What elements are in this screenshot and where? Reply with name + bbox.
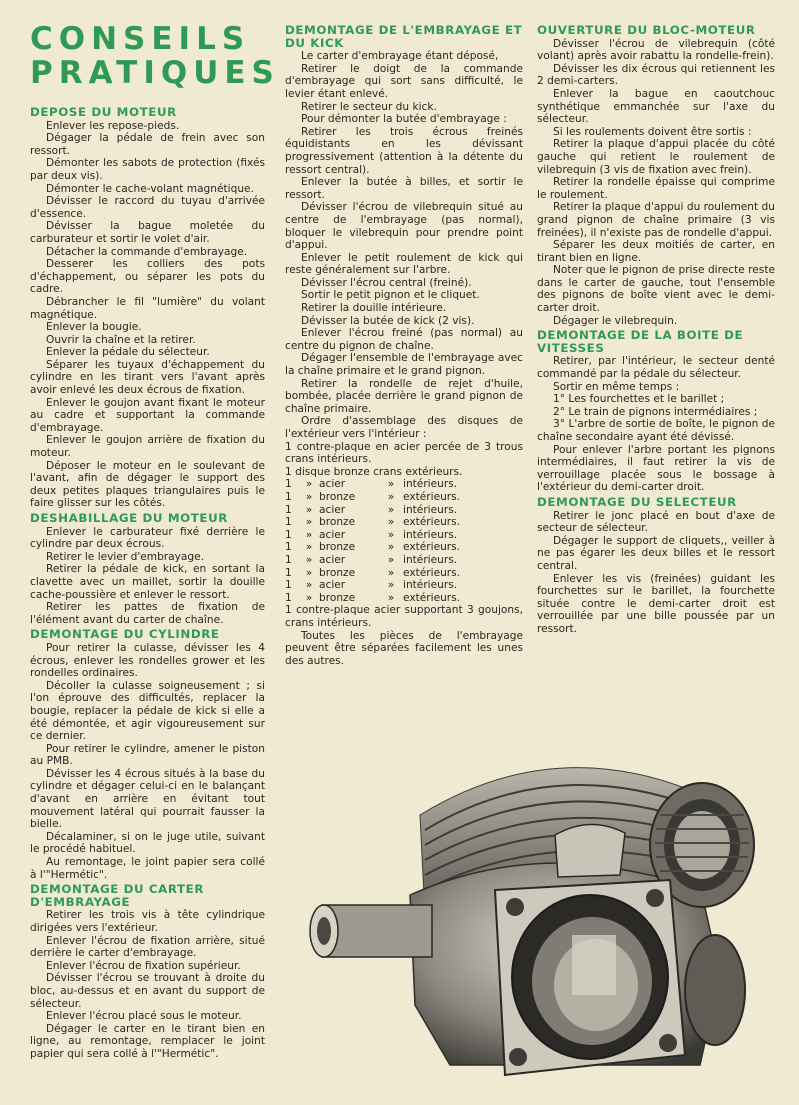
paragraph: Dévisser l'écrou de vilebrequin (côté volant) après avoir rabattu la rondelle-frein). bbox=[537, 37, 775, 63]
paragraph: Séparer les deux moitiés de carter, en tirant bien en ligne. bbox=[537, 239, 775, 264]
paragraph: Retirer la rondelle épaisse qui comprime le roulement. bbox=[537, 176, 775, 201]
disc-q1: » bbox=[305, 579, 313, 592]
paragraph: Sortir en même temps : bbox=[553, 380, 680, 393]
paragraph: Enlever l'écrou freiné (pas normal) au centre du pignon de chaîne. bbox=[285, 327, 523, 352]
disc-type: intérieurs. bbox=[403, 503, 458, 516]
disc-type: intérieurs. bbox=[403, 579, 458, 592]
disc-q1: » bbox=[305, 591, 313, 604]
disc-row bbox=[285, 504, 460, 517]
disc-q1: » bbox=[305, 478, 313, 491]
disc-q2: » bbox=[387, 541, 395, 554]
disc-n: 1 bbox=[285, 490, 292, 503]
disc-n: 1 bbox=[285, 541, 292, 554]
paragraph: Dévisser l'écrou de vilebrequin situé au centre de l'embrayage (pas normal), bloquer le vilebrequin pour prendre point d'appui. bbox=[285, 201, 523, 252]
disc-mat: acier bbox=[319, 553, 346, 566]
paragraph: Pour démonter la butée d'embrayage : bbox=[301, 113, 507, 126]
section-heading: DEMONTAGE DE LA BOITE DE VITESSES bbox=[537, 328, 744, 355]
disc-n: 1 bbox=[285, 478, 292, 491]
paragraph: Démonter le cache-volant magnétique. bbox=[46, 182, 254, 195]
disc-mat: acier bbox=[319, 528, 346, 541]
paragraph: Au remontage, le joint papier sera collé à l'"Hermétic". bbox=[30, 856, 265, 881]
paragraph: Dégager le vilebrequin. bbox=[553, 314, 678, 327]
disc-type: extérieurs. bbox=[403, 490, 461, 503]
disc-n: 1 bbox=[285, 503, 292, 516]
section-demontage-selecteur bbox=[537, 496, 775, 636]
paragraph: Dégager la pédale de frein avec son ressort. bbox=[30, 132, 265, 157]
paragraph: Dévisser la butée de kick (2 vis). bbox=[301, 314, 475, 327]
paragraph: Pour retirer la culasse, dévisser les 4 écrous, enlever les rondelles grower et les rondelles ordinaires. bbox=[30, 641, 265, 680]
paragraph: Enlever la pédale du sélecteur. bbox=[46, 346, 210, 359]
paragraph: Dégager le support de cliquets,, veiller à ne pas égarer les deux billes et le ressort central. bbox=[537, 534, 775, 572]
top-port bbox=[555, 824, 625, 877]
threaded-boss-lower bbox=[685, 935, 745, 1045]
paragraph: Retirer la plaque d'appui du roulement du grand pignon de chaîne primaire (3 vis freinées), il n'existe pas de rondelle d'appui. bbox=[537, 201, 775, 239]
disc-type: intérieurs. bbox=[403, 528, 458, 541]
paragraph: Retirer les pattes de fixation de l'élément avant du carter de chaîne. bbox=[30, 601, 265, 626]
paragraph: Détacher la commande d'embrayage. bbox=[46, 245, 248, 258]
paragraph: Retirer le doigt de la commande d'embrayage qui sort sans difficulté, le levier étant enlevé. bbox=[285, 62, 523, 100]
section-heading: DESHABILLAGE DU MOTEUR bbox=[30, 511, 228, 525]
section-depose-moteur bbox=[30, 106, 265, 510]
disc-row bbox=[285, 491, 460, 504]
paragraph: Enlever le goujon avant fixant le moteur au cadre et supportant la commande d'embrayage. bbox=[30, 396, 265, 434]
column-3 bbox=[537, 22, 775, 636]
disc-mat: bronze bbox=[319, 516, 356, 529]
engine-cylinder-illustration bbox=[300, 745, 790, 1085]
disc-type: extérieurs. bbox=[403, 591, 461, 604]
disc-q2: » bbox=[387, 528, 395, 541]
paragraph: Retirer les trois écrous freinés équidistants en les dévissant progressivement (attention à la détente du ressort central). bbox=[285, 125, 523, 176]
engine-cylinder-photo bbox=[300, 745, 790, 1085]
paragraph: Enlever l'écrou de fixation supérieur. bbox=[46, 959, 241, 972]
paragraph: Pour enlever l'arbre portant les pignons intermédiaires, il faut retirer la vis de verrouillage placée sous le bossage à l'extérieur du demi-carter droit. bbox=[537, 443, 775, 494]
disc-q1: » bbox=[305, 490, 313, 503]
column-1 bbox=[30, 104, 265, 1061]
disc-q1: » bbox=[305, 566, 313, 579]
disc-q1: » bbox=[305, 541, 313, 554]
paragraph: Retirer le jonc placé en bout d'axe de secteur de sélecteur. bbox=[537, 509, 775, 535]
paragraph: Dévisser le raccord du tuyau d'arrivée d'essence. bbox=[30, 195, 265, 220]
disc-type: extérieurs. bbox=[403, 541, 461, 554]
paragraph: Enlever les vis (freinées) guidant les fourchettes sur le barillet, la fourchette située contre le demi-carter droit est verrouillée par une bille poussée par un ressort. bbox=[537, 572, 775, 635]
disc-type: extérieurs. bbox=[403, 566, 461, 579]
paragraph: Sortir le petit pignon et le cliquet. bbox=[301, 289, 480, 302]
disc-type: extérieurs. bbox=[403, 516, 461, 529]
disc-row bbox=[285, 567, 460, 580]
disc-q1: » bbox=[305, 528, 313, 541]
paragraph: Démonter les sabots de protection (fixés par deux vis). bbox=[30, 157, 265, 182]
disc-row bbox=[285, 592, 460, 605]
assembly-last-line: 1 contre-plaque acier supportant 3 goujons, crans intérieurs. bbox=[285, 604, 523, 629]
disc-q2: » bbox=[387, 490, 395, 503]
disc-q2: » bbox=[387, 503, 395, 516]
paragraph: Dévisser l'écrou central (freiné). bbox=[301, 276, 472, 289]
disc-type: intérieurs. bbox=[403, 478, 458, 491]
section-demontage-cylindre bbox=[30, 628, 265, 881]
disc-n: 1 bbox=[285, 566, 292, 579]
paragraph: Retirer les trois vis à tête cylindrique dirigées vers l'extérieur. bbox=[30, 909, 265, 934]
disc-row bbox=[285, 529, 460, 542]
disc-q1: » bbox=[305, 503, 313, 516]
paragraph: Débrancher le fil "lumière" du volant magnétique. bbox=[30, 295, 265, 321]
disc-n: 1 bbox=[285, 591, 292, 604]
disc-mat: acier bbox=[319, 579, 346, 592]
assembly-first-line: 1 contre-plaque en acier percée de 3 trous crans intérieurs. bbox=[285, 440, 523, 466]
title-line-2: PRATIQUES bbox=[30, 55, 280, 91]
paragraph: Dégager le carter en le tirant bien en ligne, au remontage, remplacer le joint papier qui sera collé à l'"Hermétic". bbox=[30, 1022, 265, 1060]
disc-mat: acier bbox=[319, 503, 346, 516]
assembly-disc-first: 1 disque bronze crans extérieurs. bbox=[285, 465, 463, 478]
section-heading: OUVERTURE DU BLOC-MOTEUR bbox=[537, 23, 756, 37]
section-demontage-carter-embrayage bbox=[30, 883, 265, 1060]
section-heading: DEMONTAGE DU CARTER D'EMBRAYAGE bbox=[30, 882, 205, 909]
disc-mat: bronze bbox=[319, 541, 356, 554]
paragraph: Retirer le levier d'embrayage. bbox=[46, 550, 205, 563]
paragraph: Enlever la bougie. bbox=[46, 321, 142, 334]
paragraph: Dévisser l'écrou se trouvant à droite du bloc, au-dessus et en avant du support de sélecteur. bbox=[30, 972, 265, 1010]
inlet-spigot bbox=[310, 905, 432, 957]
disc-q2: » bbox=[387, 516, 395, 529]
paragraph: Pour retirer le cylindre, amener le piston au PMB. bbox=[30, 742, 265, 768]
paragraph: Retirer le secteur du kick. bbox=[301, 100, 437, 113]
paragraph: Décalaminer, si on le juge utile, suivant le procédé habituel. bbox=[30, 830, 265, 856]
paragraph: Toutes les pièces de l'embrayage peuvent être séparées facilement les unes des autres. bbox=[285, 629, 523, 667]
paragraph: Ouvrir la chaîne et la retirer. bbox=[46, 333, 196, 346]
disc-row bbox=[285, 554, 460, 567]
disc-n: 1 bbox=[285, 553, 292, 566]
disc-q2: » bbox=[387, 553, 395, 566]
section-heading: DEPOSE DU MOTEUR bbox=[30, 105, 177, 119]
disc-q2: » bbox=[387, 566, 395, 579]
section-heading: DEMONTAGE DU CYLINDRE bbox=[30, 627, 220, 642]
disc-mat: bronze bbox=[319, 566, 356, 579]
paragraph: Déposer le moteur en le soulevant de l'avant, afin de dégager le support des deux petites plaques triangulaires puis le faire glisser sur les côtés. bbox=[30, 459, 265, 510]
paragraph: Noter que le pignon de prise directe reste dans le carter de gauche, tout l'ensemble des pignons de boîte vient avec le demi-carter droit. bbox=[537, 264, 775, 315]
disc-mat: acier bbox=[319, 478, 346, 491]
paragraph: Séparer les tuyaux d'échappement du cylindre en les tirant vers l'avant après avoir enlevé les deux écrous de fixation. bbox=[30, 358, 265, 397]
paragraph: Enlever les repose-pieds. bbox=[46, 119, 180, 132]
title-line-1: CONSEILS bbox=[30, 21, 251, 57]
paragraph: Dégager l'ensemble de l'embrayage avec la chaîne primaire et le grand pignon. bbox=[285, 352, 523, 378]
paragraph: Le carter d'embrayage étant déposé, bbox=[301, 50, 499, 63]
paragraph: Enlever le carburateur fixé derrière le cylindre par deux écrous. bbox=[30, 525, 265, 551]
section-heading: DEMONTAGE DU SELECTEUR bbox=[537, 494, 737, 509]
disc-q2: » bbox=[387, 579, 395, 592]
paragraph: Retirer, par l'intérieur, le secteur denté commandé par la pédale du sélecteur. bbox=[537, 355, 775, 381]
paragraph: Dévisser les 4 écrous situés à la base du cylindre et dégager celui-ci en le balançant d'avant en arrière en évitant tout mouvement latéral qui pourrait fausser la bielle. bbox=[30, 767, 265, 831]
disc-type: intérieurs. bbox=[403, 553, 458, 566]
disc-row bbox=[285, 516, 460, 529]
paragraph: Enlever l'écrou placé sous le moteur. bbox=[46, 1010, 242, 1023]
column-2 bbox=[285, 22, 523, 667]
disc-mat: bronze bbox=[319, 490, 356, 503]
section-demontage-boite-vitesses bbox=[537, 329, 775, 494]
paragraph: 2° Le train de pignons intermédiaires ; bbox=[553, 405, 758, 418]
paragraph: Ordre d'assemblage des disques de l'extérieur vers l'intérieur : bbox=[285, 415, 523, 440]
disc-n: 1 bbox=[285, 579, 292, 592]
section-heading: DEMONTAGE DE L'EMBRAYAGE ET DU KICK bbox=[285, 23, 523, 50]
disc-q2: » bbox=[387, 478, 395, 491]
paragraph: Retirer la rondelle de rejet d'huile, bombée, placée derrière le grand pignon de chaîne primaire. bbox=[285, 377, 523, 415]
paragraph: Dévisser les dix écrous qui retiennent les 2 demi-carters. bbox=[537, 62, 775, 88]
disc-mat: bronze bbox=[319, 591, 356, 604]
paragraph: Retirer la pédale de kick, en sortant la clavette avec un maillet, sortir la douille cache-poussière et enlever le ressort. bbox=[30, 563, 265, 601]
disc-n: 1 bbox=[285, 528, 292, 541]
disc-assembly-table bbox=[285, 478, 460, 604]
disc-row bbox=[285, 579, 460, 592]
paragraph: 3° L'arbre de sortie de boîte, le pignon de chaîne secondaire ayant été dévissé. bbox=[537, 418, 775, 443]
paragraph: Décoller la culasse soigneusement ; si l'on éprouve des difficultés, replacer la bougie, replacer la pédale de kick si elle a été démontée, et agir vigoureusement sur ce dernier. bbox=[30, 679, 265, 743]
section-deshabillage-moteur bbox=[30, 512, 265, 626]
disc-n: 1 bbox=[285, 516, 292, 529]
paragraph: Retirer la douille intérieure. bbox=[301, 302, 447, 315]
paragraph: Enlever l'écrou de fixation arrière, situé derrière le carter d'embrayage. bbox=[30, 934, 265, 960]
paragraph: 1° Les fourchettes et le barillet ; bbox=[553, 393, 725, 406]
square-flange bbox=[495, 880, 685, 1075]
paragraph: Desserer les colliers des pots d'échappement, ou séparer les pots du cadre. bbox=[30, 258, 265, 296]
section-ouverture-bloc-moteur bbox=[537, 24, 775, 327]
paragraph: Enlever le goujon arrière de fixation du moteur. bbox=[30, 434, 265, 460]
paragraph: Dévisser la bague moletée du carburateur et sortir le volet d'air. bbox=[30, 220, 265, 245]
disc-row bbox=[285, 541, 460, 554]
paragraph: Retirer la plaque d'appui placée du côté gauche qui retient le roulement de vilebrequin (3 vis de fixation avec frein). bbox=[537, 138, 775, 176]
page-title bbox=[30, 22, 280, 90]
disc-q1: » bbox=[305, 553, 313, 566]
disc-q1: » bbox=[305, 516, 313, 529]
disc-q2: » bbox=[387, 591, 395, 604]
disc-row bbox=[285, 478, 460, 491]
paragraph: Si les roulements doivent être sortis : bbox=[553, 125, 752, 138]
paragraph: Enlever la butée à billes, et sortir le ressort. bbox=[285, 176, 523, 201]
paragraph: Enlever le petit roulement de kick qui reste généralement sur l'arbre. bbox=[285, 251, 523, 277]
paragraph: Enlever la bague en caoutchouc synthétique emmanchée sur l'axe du sélecteur. bbox=[537, 87, 775, 126]
